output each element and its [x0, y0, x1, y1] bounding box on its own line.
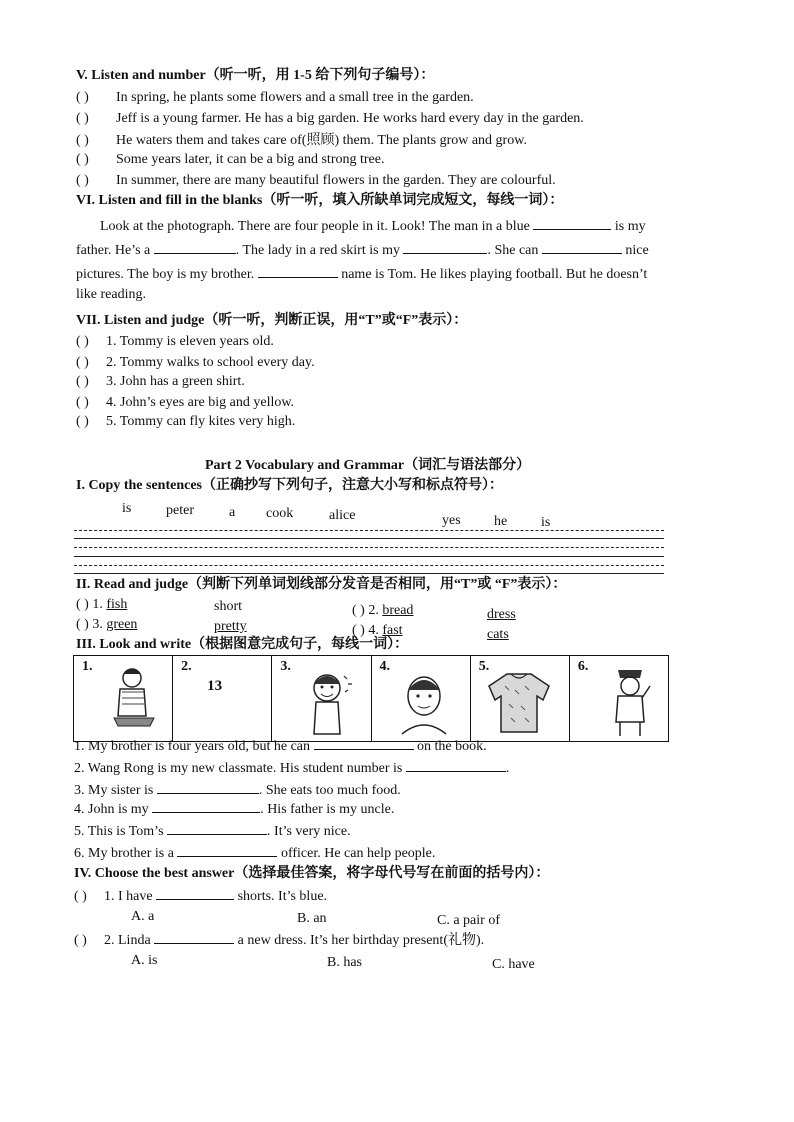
passage-line: Look at the photograph. There are four people in it. Look! The man in a blue is my [100, 219, 646, 234]
sentence: 3. My sister is . She eats too much food. [74, 783, 401, 798]
list-item: ( ) In spring, he plants some flowers and a small tree in the garden. [76, 90, 474, 105]
sweater-icon [471, 656, 569, 741]
sentence: 4. John is my . His father is my uncle. [74, 802, 395, 817]
option-a[interactable]: A. is [131, 953, 158, 968]
judge-word: short [214, 599, 242, 614]
look-write-heading: III. Look and write（根据图意完成句子，每线一词）： [76, 637, 409, 652]
answer-blank[interactable] [542, 241, 622, 254]
option-c[interactable]: C. have [492, 957, 535, 972]
picture-cell-6: 6. [570, 656, 668, 741]
answer-blank[interactable] [258, 265, 338, 278]
section-7-heading: VII. Listen and judge（听一听，判断正误，用“T”或“F”表示）： [76, 313, 468, 328]
list-item: ( ) 4. John’s eyes are big and yellow. [76, 395, 295, 410]
list-item: ( ) 3. John has a green shirt. [76, 374, 245, 389]
answer-blank[interactable] [152, 800, 260, 813]
judge-item: ( ) 4. fast [352, 623, 403, 638]
list-item: ( ) 2. Tommy walks to school every day. [76, 355, 315, 370]
choose-heading: IV. Choose the best answer（选择最佳答案，将字母代号写在前面的括号内）： [74, 866, 550, 881]
list-item: ( ) 1. Tommy is eleven years old. [76, 334, 274, 349]
answer-blank[interactable] [314, 737, 414, 750]
answer-blank[interactable] [403, 241, 487, 254]
copy-heading: I. Copy the sentences（正确抄写下列句子，注意大小写和标点符号）： [76, 478, 503, 493]
writing-line[interactable] [74, 530, 664, 531]
picture-strip [73, 655, 669, 742]
picture-cell-1: 1. [74, 656, 173, 741]
list-item: ( ) In summer, there are many beautiful flowers in the garden. They are colourful. [76, 173, 556, 188]
answer-blank[interactable] [157, 781, 259, 794]
read-judge-heading: II. Read and judge（判断下列单词划线部分发音是否相同，用“T”或 “F”表示）： [76, 577, 567, 592]
girl-eating-icon [272, 656, 370, 741]
list-item: ( ) Jeff is a young farmer. He has a big garden. He works hard every day in the garden. [76, 111, 584, 126]
option-c[interactable]: C. a pair of [437, 913, 500, 928]
answer-blank[interactable] [154, 241, 236, 254]
judge-item: ( ) 1. fish [76, 597, 128, 612]
passage-line: pictures. The boy is my brother. name is Tom. He likes playing football. But he doesn’t [76, 267, 648, 282]
section-5-heading: V. Listen and number（听一听，用 1-5 给下列句子编号）： [76, 68, 435, 83]
judge-word: pretty [214, 619, 247, 634]
writing-line[interactable] [74, 565, 664, 566]
writing-line[interactable] [74, 573, 664, 574]
picture-cell-3: 3. [272, 656, 371, 741]
section-6-heading: VI. Listen and fill in the blanks（听一听，填入所缺单词完成短文，每线一词）： [76, 193, 564, 208]
judge-word: cats [487, 627, 509, 642]
judge-item: ( ) 3. green [76, 617, 138, 632]
part-2-title: Part 2 Vocabulary and Grammar（词汇与语法部分） [205, 458, 531, 473]
answer-blank[interactable] [406, 759, 506, 772]
scrambled-word: he [494, 514, 508, 529]
answer-blank[interactable] [177, 844, 277, 857]
option-a[interactable]: A. a [131, 909, 155, 924]
scrambled-word: is [122, 501, 132, 516]
list-item: ( ) He waters them and takes care of(照顾) them. The plants grow and grow. [76, 133, 527, 148]
sentence: 6. My brother is a officer. He can help people. [74, 846, 436, 861]
question-2: ( ) 2. Linda a new dress. It’s her birthday present(礼物). [74, 933, 485, 948]
scrambled-word: alice [329, 508, 356, 523]
writing-line[interactable] [74, 538, 664, 539]
writing-line[interactable] [74, 556, 664, 557]
question-1: ( ) 1. I have shorts. It’s blue. [74, 889, 328, 904]
list-item: ( ) Some years later, it can be a big and strong tree. [76, 152, 385, 167]
scrambled-word: is [541, 515, 551, 530]
picture-cell-4: 4. [372, 656, 471, 741]
student-number: 13 [207, 678, 223, 694]
list-item: ( ) 5. Tommy can fly kites very high. [76, 414, 296, 429]
passage-line: like reading. [76, 287, 146, 302]
passage-line: father. He’s a . The lady in a red skirt is my . She can nice [76, 243, 649, 258]
writing-line[interactable] [74, 547, 664, 548]
answer-blank[interactable] [533, 217, 611, 230]
scrambled-word: a [229, 505, 236, 520]
scrambled-word: yes [442, 513, 461, 528]
answer-blank[interactable] [154, 931, 234, 944]
sentence: 2. Wang Rong is my new classmate. His student number is . [74, 761, 510, 776]
judge-word: dress [487, 607, 516, 622]
man-face-icon [372, 656, 470, 741]
option-b[interactable]: B. has [327, 955, 362, 970]
sentence: 1. My brother is four years old, but he can on the book. [74, 739, 487, 754]
judge-item: ( ) 2. bread [352, 603, 414, 618]
option-b[interactable]: B. an [297, 911, 327, 926]
boy-reading-icon [74, 656, 172, 741]
picture-cell-5: 5. [471, 656, 570, 741]
sentence: 5. This is Tom’s . It’s very nice. [74, 824, 351, 839]
picture-cell-2: 2. 13 [173, 656, 272, 741]
answer-blank[interactable] [156, 887, 234, 900]
scrambled-word: peter [166, 503, 194, 518]
answer-blank[interactable] [167, 822, 267, 835]
scrambled-word: cook [266, 506, 294, 521]
police-officer-icon [570, 656, 668, 741]
